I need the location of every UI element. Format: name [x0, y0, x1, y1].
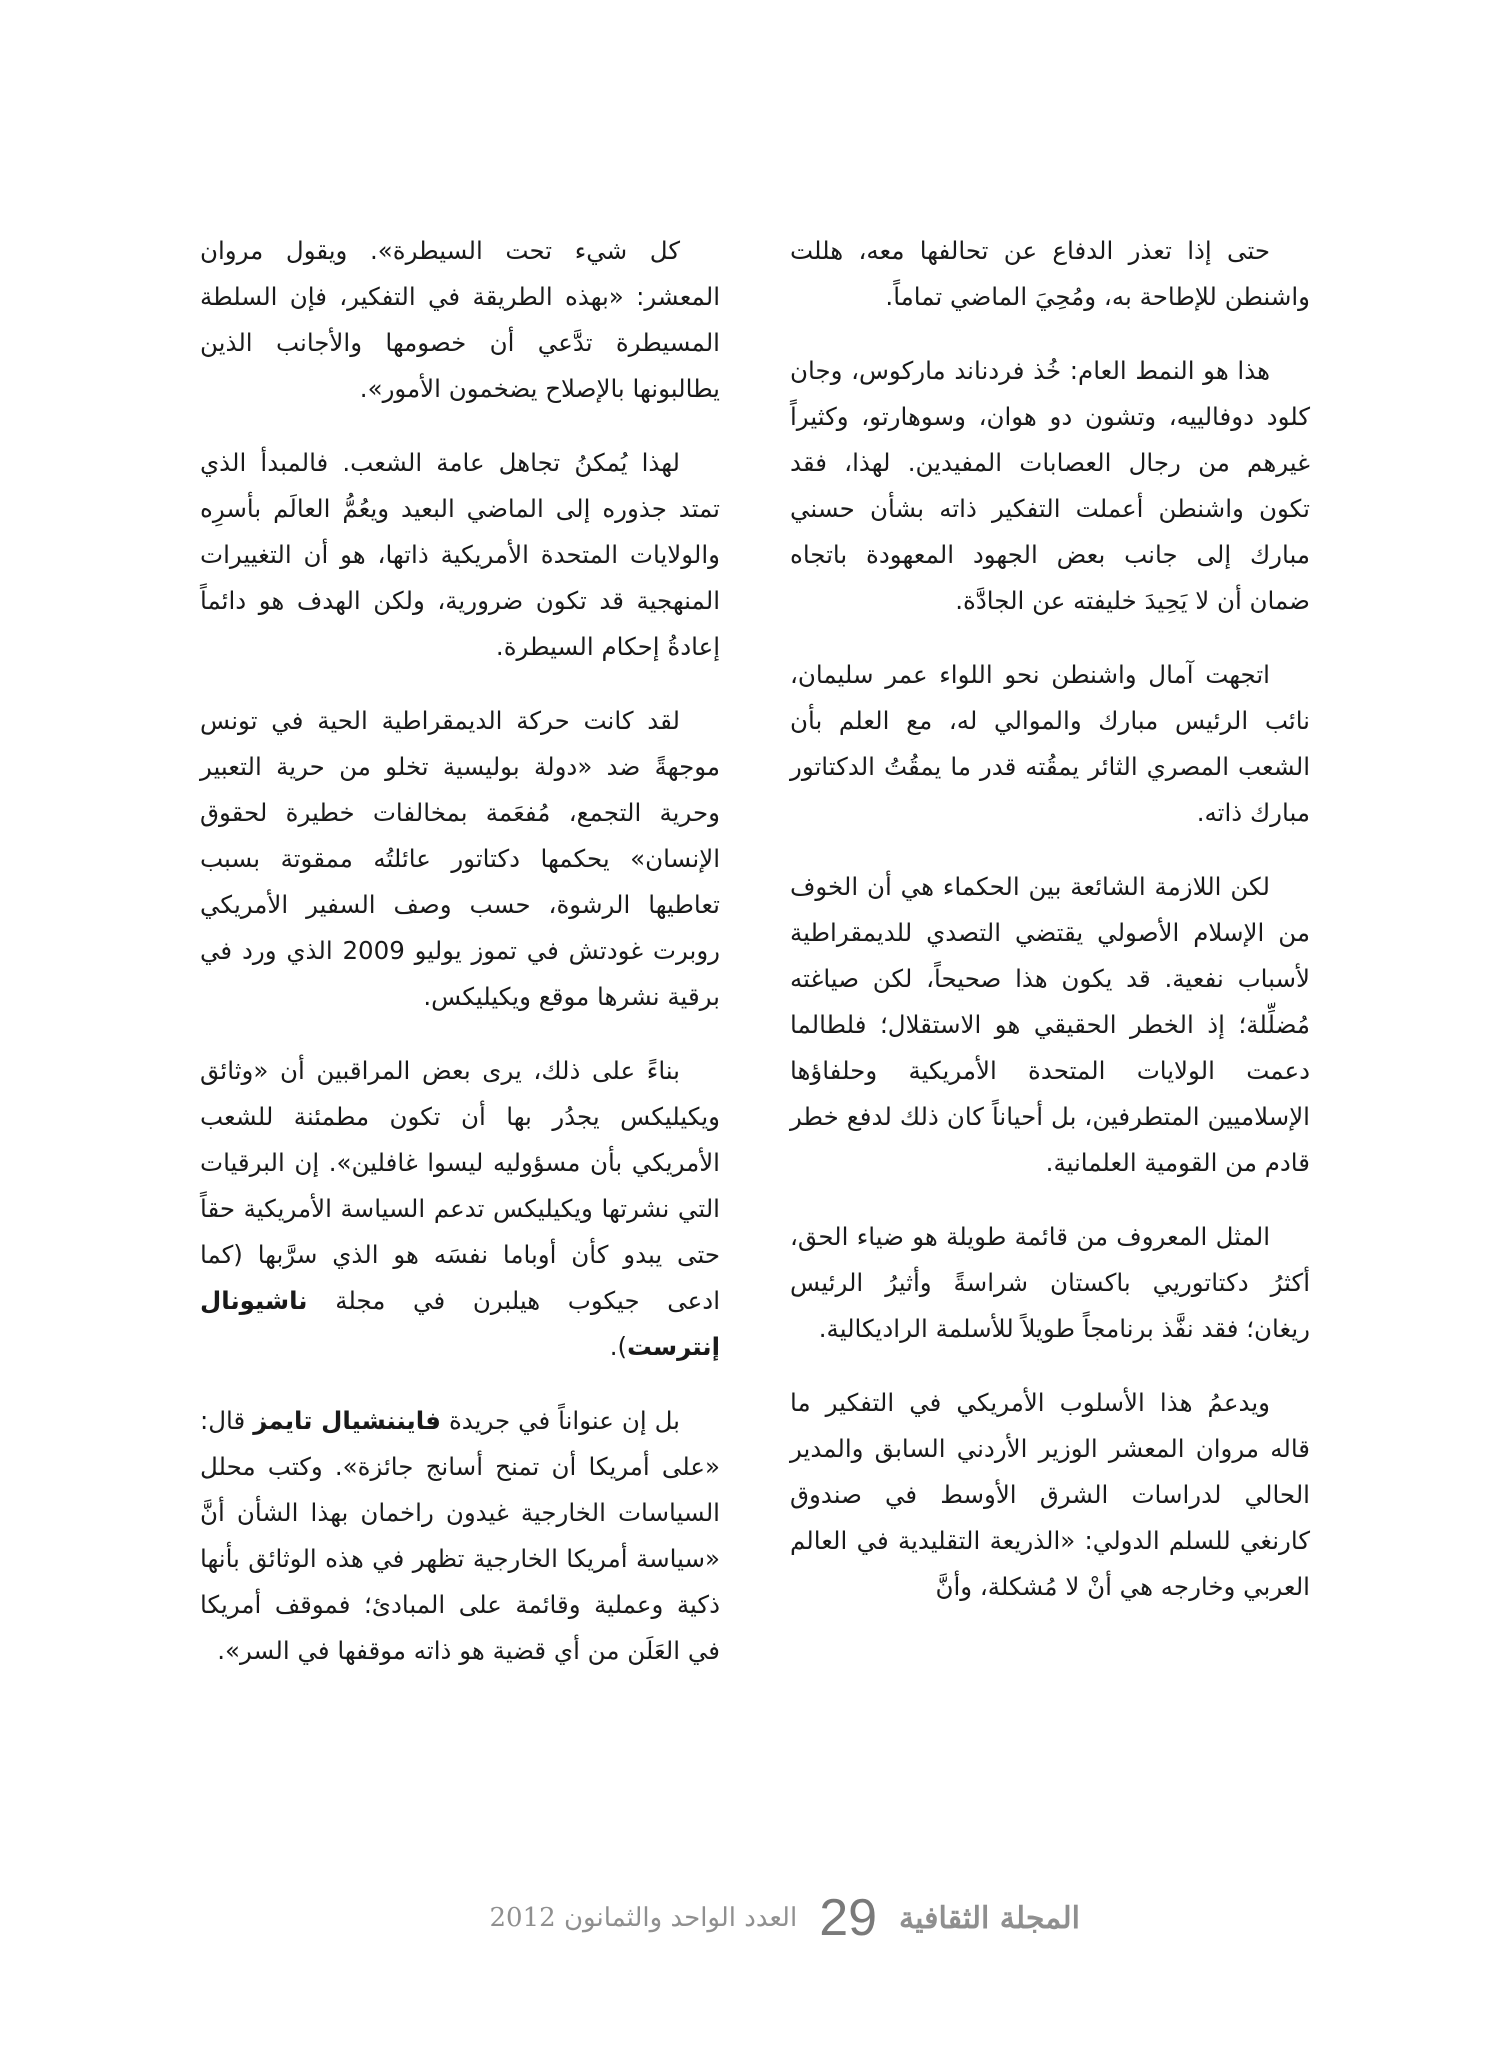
- left-paragraph-5-start: بل إن عنواناً في جريدة: [448, 1406, 680, 1435]
- left-paragraph-2: لهذا يُمكنُ تجاهل عامة الشعب. فالمبدأ الذي تمتد جذوره إلى الماضي البعيد ويعُمُّ العالَم بأسرِه والولايات المتحدة الأمريكية ذاتها، هو أن التغييرات المنهجية قد تكون ضرورية، ولكن الهدف هو دائماً إعادةُ إحكام السيطرة.: [200, 448, 720, 661]
- right-paragraph-4: لكن اللازمة الشائعة بين الحكماء هي أن الخوف من الإسلام الأصولي يقتضي التصدي للديمقراطية لأسباب نفعية. قد يكون هذا صحيحاً، لكن صياغته مُضلِّلة؛ إذ الخطر الحقيقي هو الاستقلال؛ فلطالما دعمت الولايات المتحدة الأمريكية وحلفاؤها الإسلاميين المتطرفين، بل أحياناً كان ذلك لدفع خطر قادم من القومية العلمانية.: [790, 872, 1310, 1177]
- issue-label: العدد الواحد والثمانون 2012: [489, 1903, 798, 1933]
- left-column: [200, 228, 720, 1702]
- left-paragraph-5: [200, 1398, 720, 1674]
- left-paragraph-3: لقد كانت حركة الديمقراطية الحية في تونس موجهةً ضد «دولة بوليسية تخلو من حرية التعبير وحرية التجمع، مُفعَمة بمخالفات خطيرة لحقوق الإنسان» يحكمها دكتاتور عائلتُه ممقوتة بسبب تعاطيها الرشوة، حسب وصف السفير الأمريكي روبرت غودتش في تموز يوليو 2009 الذي ورد في برقية نشرها موقع ويكيليكس.: [200, 706, 720, 1011]
- magazine-logo: المجلة الثقافية: [899, 1900, 1080, 1936]
- left-paragraph-4-text: بناءً على ذلك، يرى بعض المراقبين أن «وثائق ويكيليكس يجدُر بها أن تكون مطمئنة للشعب الأمريكي بأن مسؤوليه ليسوا غافلين». إن البرقيات التي نشرتها ويكيليكس تدعم السياسة الأمريكية حقاً حتى يبدو كأن أوباما نفسَه هو الذي سرَّبها (كما ادعى جيكوب هيلبرن في مجلة: [200, 1056, 721, 1315]
- right-column: [790, 228, 1310, 1638]
- right-paragraph-3: اتجهت آمال واشنطن نحو اللواء عمر سليمان، نائب الرئيس مبارك والموالي له، مع العلم بأن الشعب المصري الثائر يمقُته قدر ما يمقُتُ الدكتاتور مبارك ذاته.: [790, 660, 1310, 827]
- page-footer: [430, 1888, 1080, 1948]
- right-paragraph-5: المثل المعروف من قائمة طويلة هو ضياء الحق، أكثرُ دكتاتوريي باكستان شراسةً وأثيرُ الرئيس ريغان؛ فقد نفَّذ برنامجاً طويلاً للأسلمة الراديكالية.: [790, 1222, 1310, 1343]
- magazine-name-bold: ناشيونال إنترست: [200, 1286, 720, 1361]
- right-paragraph-6: ويدعمُ هذا الأسلوب الأمريكي في التفكير ما قاله مروان المعشر الوزير الأردني السابق والمدير الحالي لدراسات الشرق الأوسط في صندوق كارنغي للسلم الدولي: «الذريعة التقليدية في العالم العربي وخارجه هي أنْ لا مُشكلة، وأنَّ: [790, 1388, 1310, 1601]
- left-paragraph-4-end: ).: [609, 1332, 628, 1361]
- page-number: 29: [819, 1889, 878, 1947]
- left-paragraph-4: [200, 1048, 720, 1370]
- left-paragraph-5-rest: قال: «على أمريكا أن تمنح أسانج جائزة». وكتب محلل السياسات الخارجية غيدون راخمان بهذا الشأن أنَّ «سياسة أمريكا الخارجية تظهر في هذه الوثائق بأنها ذكية وعملية وقائمة على المبادئ؛ فموقف أمريكا في العَلَن من أي قضية هو ذاته موقفها في السر».: [200, 1406, 720, 1665]
- right-paragraph-2: هذا هو النمط العام: خُذ فردناند ماركوس، وجان كلود دوفالييه، وتشون دو هوان، وسوهارتو، وكثيراً غيرهم من رجال العصابات المفيدين. لهذا، فقد تكون واشنطن أعملت التفكير ذاته بشأن حسني مبارك إلى جانب بعض الجهود المعهودة باتجاه ضمان أن لا يَحِيدَ خليفته عن الجادَّة.: [790, 356, 1310, 615]
- left-paragraph-1: كل شيء تحت السيطرة». ويقول مروان المعشر: «بهذه الطريقة في التفكير، فإن السلطة المسيطرة تدَّعي أن خصومها والأجانب الذين يطالبونها بالإصلاح يضخمون الأمور».: [200, 236, 720, 403]
- newspaper-name-bold: فايننشيال تايمز: [253, 1406, 441, 1435]
- right-paragraph-1: حتى إذا تعذر الدفاع عن تحالفها معه، هللت واشنطن للإطاحة به، ومُحِيَ الماضي تماماً.: [790, 236, 1310, 311]
